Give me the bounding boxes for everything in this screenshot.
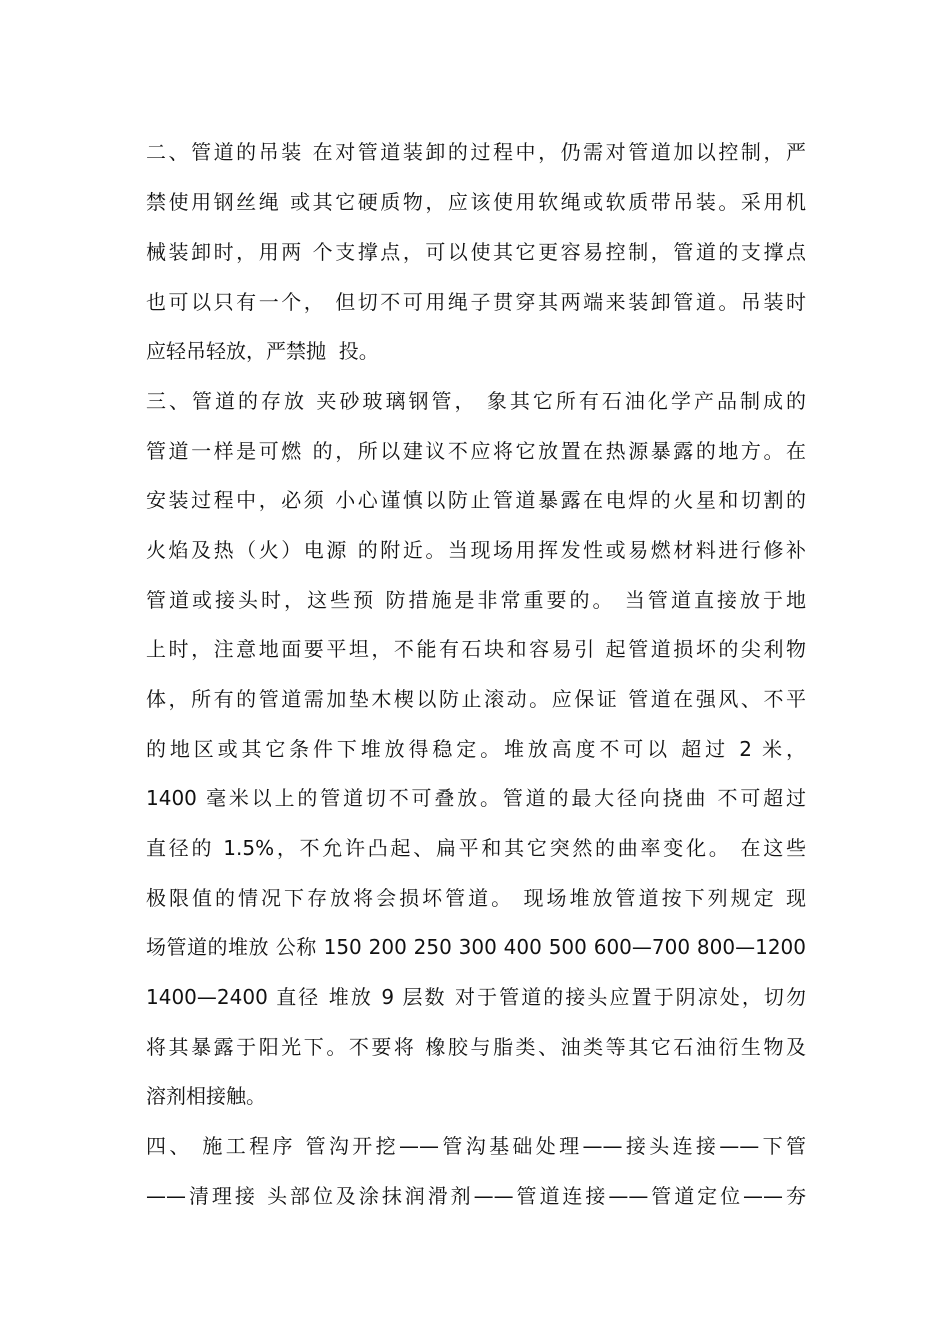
text-line: 的地区或其它条件下堆放得稳定。堆放高度不可以 超过 2 米， [146,737,806,761]
text-line: 安装过程中，必须 小心谨慎以防止管道暴露在电焊的火星和切割的 [146,488,806,512]
text-line: 将其暴露于阳光下。不要将 橡胶与脂类、油类等其它石油衍生物及 [146,1035,806,1059]
text-line: 管道或接头时，这些预 防措施是非常重要的。 当管道直接放于地 [146,588,806,612]
text-line: 二、管道的吊装 在对管道装卸的过程中，仍需对管道加以控制，严 [146,140,806,164]
text-line: ——清理接 头部位及涂抹润滑剂——管道连接——管道定位——夯 [146,1184,806,1208]
text-line: 管道一样是可燃 的，所以建议不应将它放置在热源暴露的地方。在 [146,439,806,463]
text-line: 体，所有的管道需加垫木楔以防止滚动。应保证 管道在强风、不平 [146,687,806,711]
text-line: 上时，注意地面要平坦，不能有石块和容易引 起管道损坏的尖利物 [146,637,806,661]
text-line: 溶剂相接触。 [146,1084,266,1108]
text-line: 三、管道的存放 夹砂玻璃钢管， 象其它所有石油化学产品制成的 [146,389,806,413]
text-line: 械装卸时，用两 个支撑点，可以使其它更容易控制，管道的支撑点 [146,240,806,264]
text-line: 也可以只有一个， 但切不可用绳子贯穿其两端来装卸管道。吊装时 [146,290,806,314]
text-line: 四、 施工程序 管沟开挖——管沟基础处理——接头连接——下管 [146,1134,806,1158]
text-line: 极限值的情况下存放将会损坏管道。 现场堆放管道按下列规定 现 [146,886,806,910]
text-line: 1400—2400 直径 堆放 9 层数 对于管道的接头应置于阴凉处，切勿 [146,985,806,1009]
text-line: 禁使用钢丝绳 或其它硬质物，应该使用软绳或软质带吊装。采用机 [146,190,806,214]
text-line: 直径的 1.5%，不允许凸起、扁平和其它突然的曲率变化。 在这些 [146,836,806,860]
text-line: 场管道的堆放 公称 150 200 250 300 400 500 600—700 800—1200 [146,935,806,959]
text-line: 火焰及热（火）电源 的附近。当现场用挥发性或易燃材料进行修补 [146,538,806,562]
text-line: 应轻吊轻放，严禁抛 投。 [146,339,379,363]
text-line: 1400 毫米以上的管道切不可叠放。管道的最大径向挠曲 不可超过 [146,786,806,810]
